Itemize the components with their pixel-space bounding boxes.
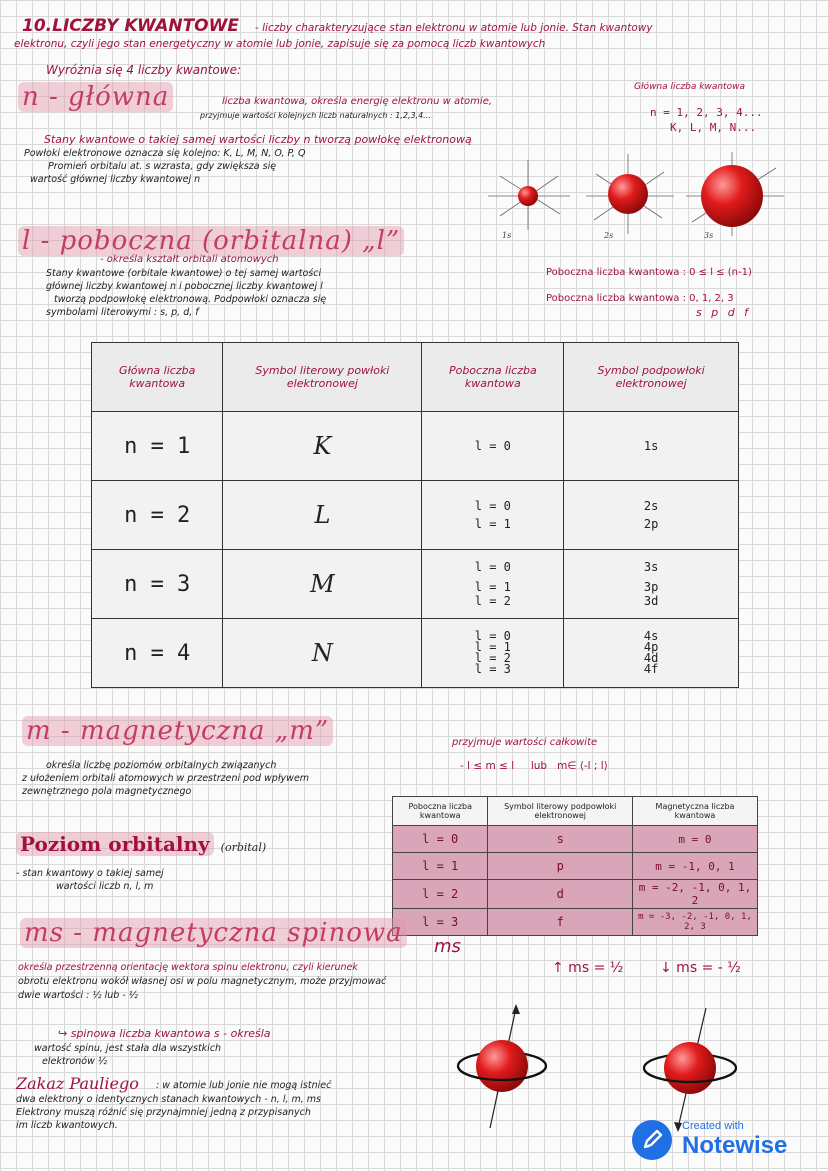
orbital-1s bbox=[518, 186, 538, 206]
table-row bbox=[92, 619, 739, 688]
cell-l: l = 2 bbox=[393, 880, 488, 909]
cell-l: l = 3 bbox=[393, 909, 488, 936]
pauli-desc-2: dwa elektrony o identycznych stanach kwantowych - n, l, m, ms bbox=[16, 1094, 322, 1105]
title-description-2: elektronu, czyli jego stan energetyczny w atomie lub jonie, zapisuje się za pomocą liczb kwantowych bbox=[14, 38, 546, 50]
sub-value: 3p bbox=[643, 580, 659, 594]
cell-sub bbox=[564, 550, 739, 619]
table-header-row bbox=[92, 343, 739, 412]
spinowa-desc-1: określa przestrzenną orientację wektora spinu elektronu, czyli kierunek bbox=[18, 962, 358, 973]
l-value: l = 3 bbox=[474, 662, 511, 676]
ms-down-value: ↓ ms = - ½ bbox=[660, 960, 741, 976]
cell-symbol: L bbox=[223, 481, 422, 550]
poziom-heading bbox=[16, 832, 266, 856]
pauli-title: Zakaz Pauliego bbox=[16, 1074, 139, 1093]
poziom-heading-text: Poziom orbitalny bbox=[16, 832, 214, 856]
l-value: l = 0 bbox=[474, 439, 511, 453]
spin-s-desc-1: ↪ spinowa liczba kwantowa s - określa bbox=[58, 1027, 271, 1040]
poboczna-p4: symbolami literowymi : s, p, d, f bbox=[46, 307, 199, 318]
header-main-number: Główna liczba kwantowa bbox=[92, 343, 223, 412]
page-title: 10.LICZBY KWANTOWE bbox=[22, 16, 239, 36]
header-secondary-number: Poboczna liczba kwantowa bbox=[422, 343, 564, 412]
magnetyczna-desc-1: określa liczbę poziomów orbitalnych związanych bbox=[46, 760, 277, 771]
sub-value: 3d bbox=[643, 594, 659, 608]
spin-s-desc-3: elektronów ½ bbox=[42, 1056, 108, 1067]
cell-m: m = -2, -1, 0, 1, 2 bbox=[632, 880, 757, 909]
cell-m: m = -3, -2, -1, 0, 1, 2, 3 bbox=[632, 909, 757, 936]
poboczna-heading-text: l - poboczna (orbitalna) „l” bbox=[18, 226, 404, 256]
sub-value: 3s bbox=[643, 560, 659, 574]
glowna-desc-2: przyjmuje wartości kolejnych liczb naturalnych : 1,2,3,4... bbox=[200, 111, 431, 120]
poboczna-p1: Stany kwantowe (orbitale kwantowe) o tej samej wartości bbox=[46, 268, 322, 279]
sub-value: 4p bbox=[643, 640, 659, 654]
orbital-label-1s: 1s bbox=[502, 231, 512, 240]
cell-symbol: d bbox=[488, 880, 633, 909]
cell-m: m = 0 bbox=[632, 826, 757, 853]
title-description: - liczby charakteryzujące stan elektronu w atomie lub jonie. Stan kwantowy bbox=[255, 22, 653, 34]
spinowa-desc-2: obrotu elektronu wokół własnej osi w polu magnetycznym, może przyjmować bbox=[18, 976, 387, 987]
sub-value: 4d bbox=[643, 651, 659, 665]
magnetic-numbers-table bbox=[392, 796, 758, 936]
cell-symbol: K bbox=[223, 412, 422, 481]
glowna-desc: liczba kwantowa, określa energię elektronu w atomie, bbox=[222, 96, 493, 107]
l-value: l = 0 bbox=[474, 629, 511, 643]
magnetyczna-values-title: przyjmuje wartości całkowite bbox=[452, 737, 598, 748]
header-subshell-symbol: Symbol podpowłoki elektronowej bbox=[564, 343, 739, 412]
glowna-heading bbox=[18, 82, 173, 112]
glowna-side-letters: K, L, M, N... bbox=[670, 121, 757, 134]
spinowa-desc-3: dwie wartości : ½ lub - ½ bbox=[18, 990, 138, 1001]
sub-value: 2s bbox=[643, 499, 659, 513]
poboczna-heading bbox=[18, 226, 404, 256]
cell-l bbox=[422, 619, 564, 688]
shells-text: Stany kwantowe o takiej samej wartości liczby n tworzą powłokę elektronową bbox=[44, 133, 472, 146]
small-header-m: Magnetyczna liczba kwantowa bbox=[632, 797, 757, 826]
poziom-desc-2: wartości liczb n, l, m bbox=[56, 881, 154, 892]
poboczna-sub: - określa kształt orbitali atomowych bbox=[100, 254, 279, 265]
l-value: l = 0 bbox=[474, 560, 511, 574]
cell-symbol: p bbox=[488, 853, 633, 880]
l-value: l = 1 bbox=[474, 517, 511, 531]
small-table-header bbox=[393, 797, 758, 826]
l-value: l = 0 bbox=[474, 499, 511, 513]
spinowa-symbol: ms bbox=[434, 936, 461, 957]
sub-value: 4f bbox=[643, 662, 659, 676]
glowna-heading-text: n - główna bbox=[18, 82, 173, 112]
orbital-label-3s: 3s bbox=[704, 231, 714, 240]
magnetyczna-heading bbox=[22, 716, 333, 746]
pencil-icon bbox=[632, 1120, 672, 1160]
magnetyczna-desc-3: zewnętrznego pola magnetycznego bbox=[22, 786, 192, 797]
cell-sub bbox=[564, 481, 739, 550]
orbital-label-2s: 2s bbox=[604, 231, 614, 240]
shells-text-2: Powłoki elektronowe oznacza się kolejno: K, L, M, N, O, P, Q bbox=[24, 148, 306, 159]
l-value: l = 2 bbox=[474, 651, 511, 665]
small-header-l: Poboczna liczba kwantowa bbox=[393, 797, 488, 826]
spinowa-heading-text: ms - magnetyczna spinowa bbox=[20, 918, 407, 948]
table-row bbox=[92, 412, 739, 481]
magnetyczna-desc-2: z ułożeniem orbitali atomowych w przestrzeni pod wpływem bbox=[22, 773, 310, 784]
cell-l bbox=[422, 412, 564, 481]
magnetyczna-heading-text: m - magnetyczna „m” bbox=[22, 716, 333, 746]
cell-symbol: f bbox=[488, 909, 633, 936]
cell-n: n = 1 bbox=[92, 412, 223, 481]
poboczna-side-1: Poboczna liczba kwantowa : 0 ≤ l ≤ (n-1) bbox=[546, 267, 752, 278]
cell-l: l = 1 bbox=[393, 853, 488, 880]
radius-text: Promień orbitalu at. s wzrasta, gdy zwiększa się bbox=[48, 161, 277, 172]
spin-figure bbox=[450, 1004, 750, 1134]
table-row bbox=[393, 880, 758, 909]
notewise-badge[interactable] bbox=[632, 1118, 822, 1164]
table-row bbox=[393, 826, 758, 853]
poboczna-side-3: s p d f bbox=[696, 306, 749, 319]
cell-sub bbox=[564, 412, 739, 481]
radius-text-2: wartość głównej liczby kwantowej n bbox=[30, 174, 201, 185]
cell-sub bbox=[564, 619, 739, 688]
poboczna-side-2: Poboczna liczba kwantowa : 0, 1, 2, 3 bbox=[546, 293, 734, 304]
poziom-desc-1: - stan kwantowy o takiej samej bbox=[16, 868, 164, 879]
cell-symbol: M bbox=[223, 550, 422, 619]
table-row bbox=[92, 481, 739, 550]
badge-big-text: Notewise bbox=[682, 1132, 788, 1159]
sub-value: 2p bbox=[643, 517, 659, 531]
s-orbitals-figure bbox=[478, 150, 788, 242]
pauli-desc-1: : w atomie lub jonie nie mogą istnieć bbox=[156, 1080, 332, 1091]
spin-s-desc-2: wartość spinu, jest stała dla wszystkich bbox=[34, 1043, 222, 1054]
intro-text: Wyróżnia się 4 liczby kwantowe: bbox=[46, 63, 241, 77]
table-row bbox=[393, 853, 758, 880]
table-row bbox=[393, 909, 758, 936]
spin-down-electron bbox=[644, 1008, 736, 1132]
cell-n: n = 2 bbox=[92, 481, 223, 550]
pauli-desc-4: im liczb kwantowych. bbox=[16, 1120, 118, 1131]
spinowa-heading bbox=[20, 918, 407, 948]
table-row bbox=[92, 550, 739, 619]
magnetyczna-values-range: - l ≤ m ≤ l lub m∈ ⟨-l ; l⟩ bbox=[460, 760, 608, 772]
quantum-numbers-table bbox=[91, 342, 739, 688]
sub-value: 1s bbox=[643, 439, 659, 453]
orbital-2s bbox=[608, 174, 648, 214]
pauli-desc-3: Elektrony muszą różnić się przynajmniej jedną z przypisanych bbox=[16, 1107, 311, 1118]
l-value: l = 2 bbox=[474, 594, 511, 608]
cell-n: n = 3 bbox=[92, 550, 223, 619]
header-shell-symbol: Symbol literowy powłoki elektronowej bbox=[223, 343, 422, 412]
cell-l: l = 0 bbox=[393, 826, 488, 853]
glowna-side-title: Główna liczba kwantowa bbox=[634, 82, 745, 92]
l-value: l = 1 bbox=[474, 580, 511, 594]
badge-small-text: Created with bbox=[682, 1120, 744, 1132]
glowna-side-values: n = 1, 2, 3, 4... bbox=[650, 106, 763, 119]
poziom-paren: (orbital) bbox=[220, 841, 267, 854]
spin-up-electron bbox=[458, 1004, 546, 1128]
sub-value: 4s bbox=[643, 629, 659, 643]
cell-l bbox=[422, 481, 564, 550]
cell-l bbox=[422, 550, 564, 619]
cell-m: m = -1, 0, 1 bbox=[632, 853, 757, 880]
ms-up-value: ↑ ms = ½ bbox=[552, 960, 624, 976]
cell-symbol: N bbox=[223, 619, 422, 688]
orbital-3s bbox=[701, 165, 763, 227]
cell-symbol: s bbox=[488, 826, 633, 853]
small-header-symbol: Symbol literowy podpowłoki elektronowej bbox=[488, 797, 633, 826]
poboczna-p2: głównej liczby kwantowej n i pobocznej liczby kwantowej l bbox=[46, 281, 323, 292]
cell-n: n = 4 bbox=[92, 619, 223, 688]
poboczna-p3: tworzą podpowłokę elektronową. Podpowłoki oznacza się bbox=[54, 294, 327, 305]
l-value: l = 1 bbox=[474, 640, 511, 654]
